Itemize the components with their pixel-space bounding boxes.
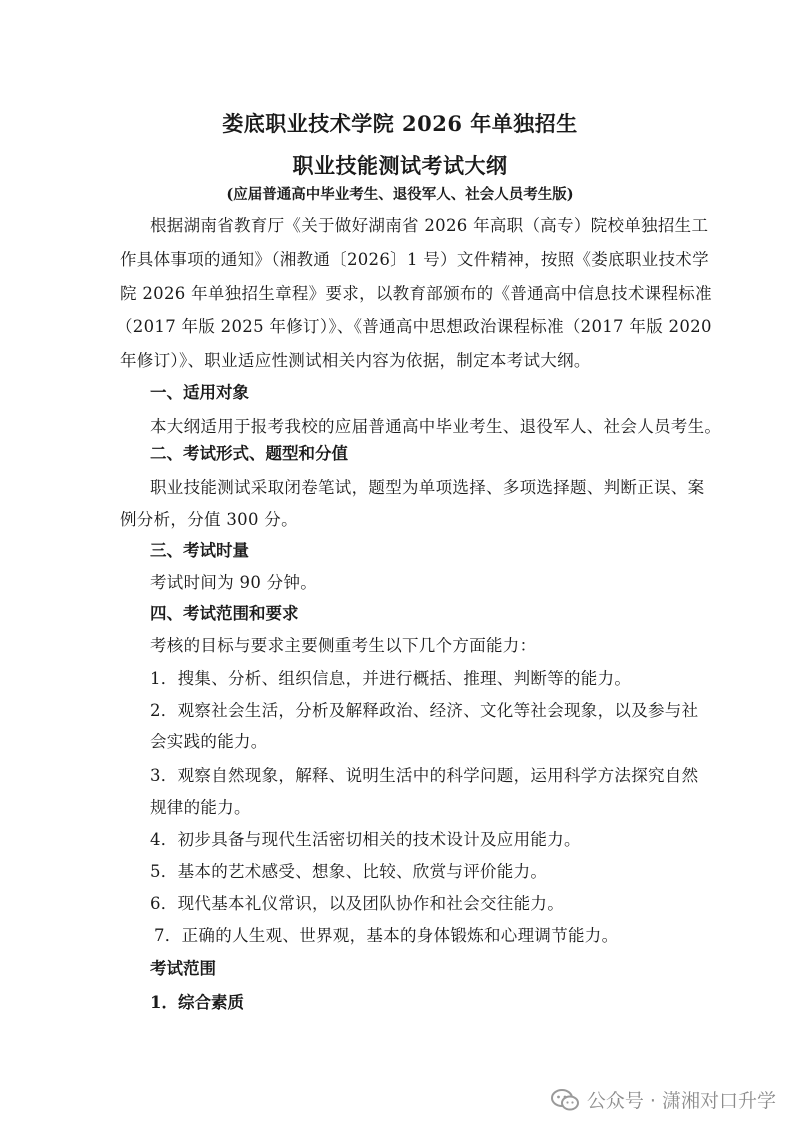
section-body-2a: 职业技能测试采取闭卷笔试，题型为单项选择、多项选择题、判断正误、案 <box>150 478 705 497</box>
document-title-line2: 职业技能测试考试大纲 <box>292 153 508 178</box>
intro-line-4: （2017 年版 2025 年修订）》、《普通高中思想政治课程标准（2017 年版 2020 <box>116 317 712 336</box>
ability-item-3b: 规律的能力。 <box>150 798 251 817</box>
document-title-line1: 娄底职业技术学院 2026 年单独招生 <box>222 111 578 136</box>
ability-item-2b: 会实践的能力。 <box>150 732 268 751</box>
section-body-4: 考核的目标与要求主要侧重考生以下几个方面能力： <box>150 636 537 655</box>
section-body-2b: 例分析，分值 300 分。 <box>120 510 298 529</box>
scope-heading: 考试范围 <box>150 959 216 978</box>
section-heading-4: 四、考试范围和要求 <box>150 604 299 623</box>
section-body-1: 本大纲适用于报考我校的应届普通高中毕业考生、退役军人、社会人员考生。 <box>150 417 722 436</box>
ability-item-1: 1．搜集、分析、组织信息，并进行概括、推理、判断等的能力。 <box>150 669 632 688</box>
ability-item-4: 4．初步具备与现代生活密切相关的技术设计及应用能力。 <box>150 830 581 849</box>
section-heading-3: 三、考试时量 <box>150 541 249 560</box>
section-heading-2: 二、考试形式、题型和分值 <box>150 444 348 463</box>
ability-item-3a: 3．观察自然现象，解释、说明生活中的科学问题，运用科学方法探究自然 <box>150 766 699 785</box>
intro-line-1: 根据湖南省教育厅《关于做好湖南省 2026 年高职（高专）院校单独招生工 <box>150 216 709 235</box>
ability-item-6: 6．现代基本礼仪常识，以及团队协作和社会交往能力。 <box>150 894 564 913</box>
section-body-3: 考试时间为 90 分钟。 <box>150 573 318 592</box>
intro-line-5: 年修订）》、职业适应性测试相关内容为依据，制定本考试大纲。 <box>120 351 591 370</box>
ability-item-5: 5．基本的艺术感受、想象、比较、欣赏与评价能力。 <box>150 862 548 881</box>
ability-item-2a: 2．观察社会生活，分析及解释政治、经济、文化等社会现象，以及参与社 <box>150 701 699 720</box>
intro-line-2: 作具体事项的通知》（湘教通〔2026〕1 号）文件精神，按照《娄底职业技术学 <box>120 250 709 269</box>
document-subtitle: (应届普通高中毕业考生、退役军人、社会人员考生版) <box>226 186 574 203</box>
scope-item-1: 1．综合素质 <box>150 993 244 1012</box>
intro-line-3: 院 2026 年单独招生章程》要求，以教育部颁布的《普通高中信息技术课程标准 <box>120 284 712 303</box>
section-heading-1: 一、适用对象 <box>150 383 249 402</box>
watermark <box>551 1086 776 1113</box>
watermark-text: 公众号 · 潇湘对口升学 <box>586 1090 776 1112</box>
wechat-official-account-icon <box>551 1089 579 1111</box>
ability-item-7: 7．正确的人生观、世界观，基本的身体锻炼和心理调节能力。 <box>154 926 619 945</box>
